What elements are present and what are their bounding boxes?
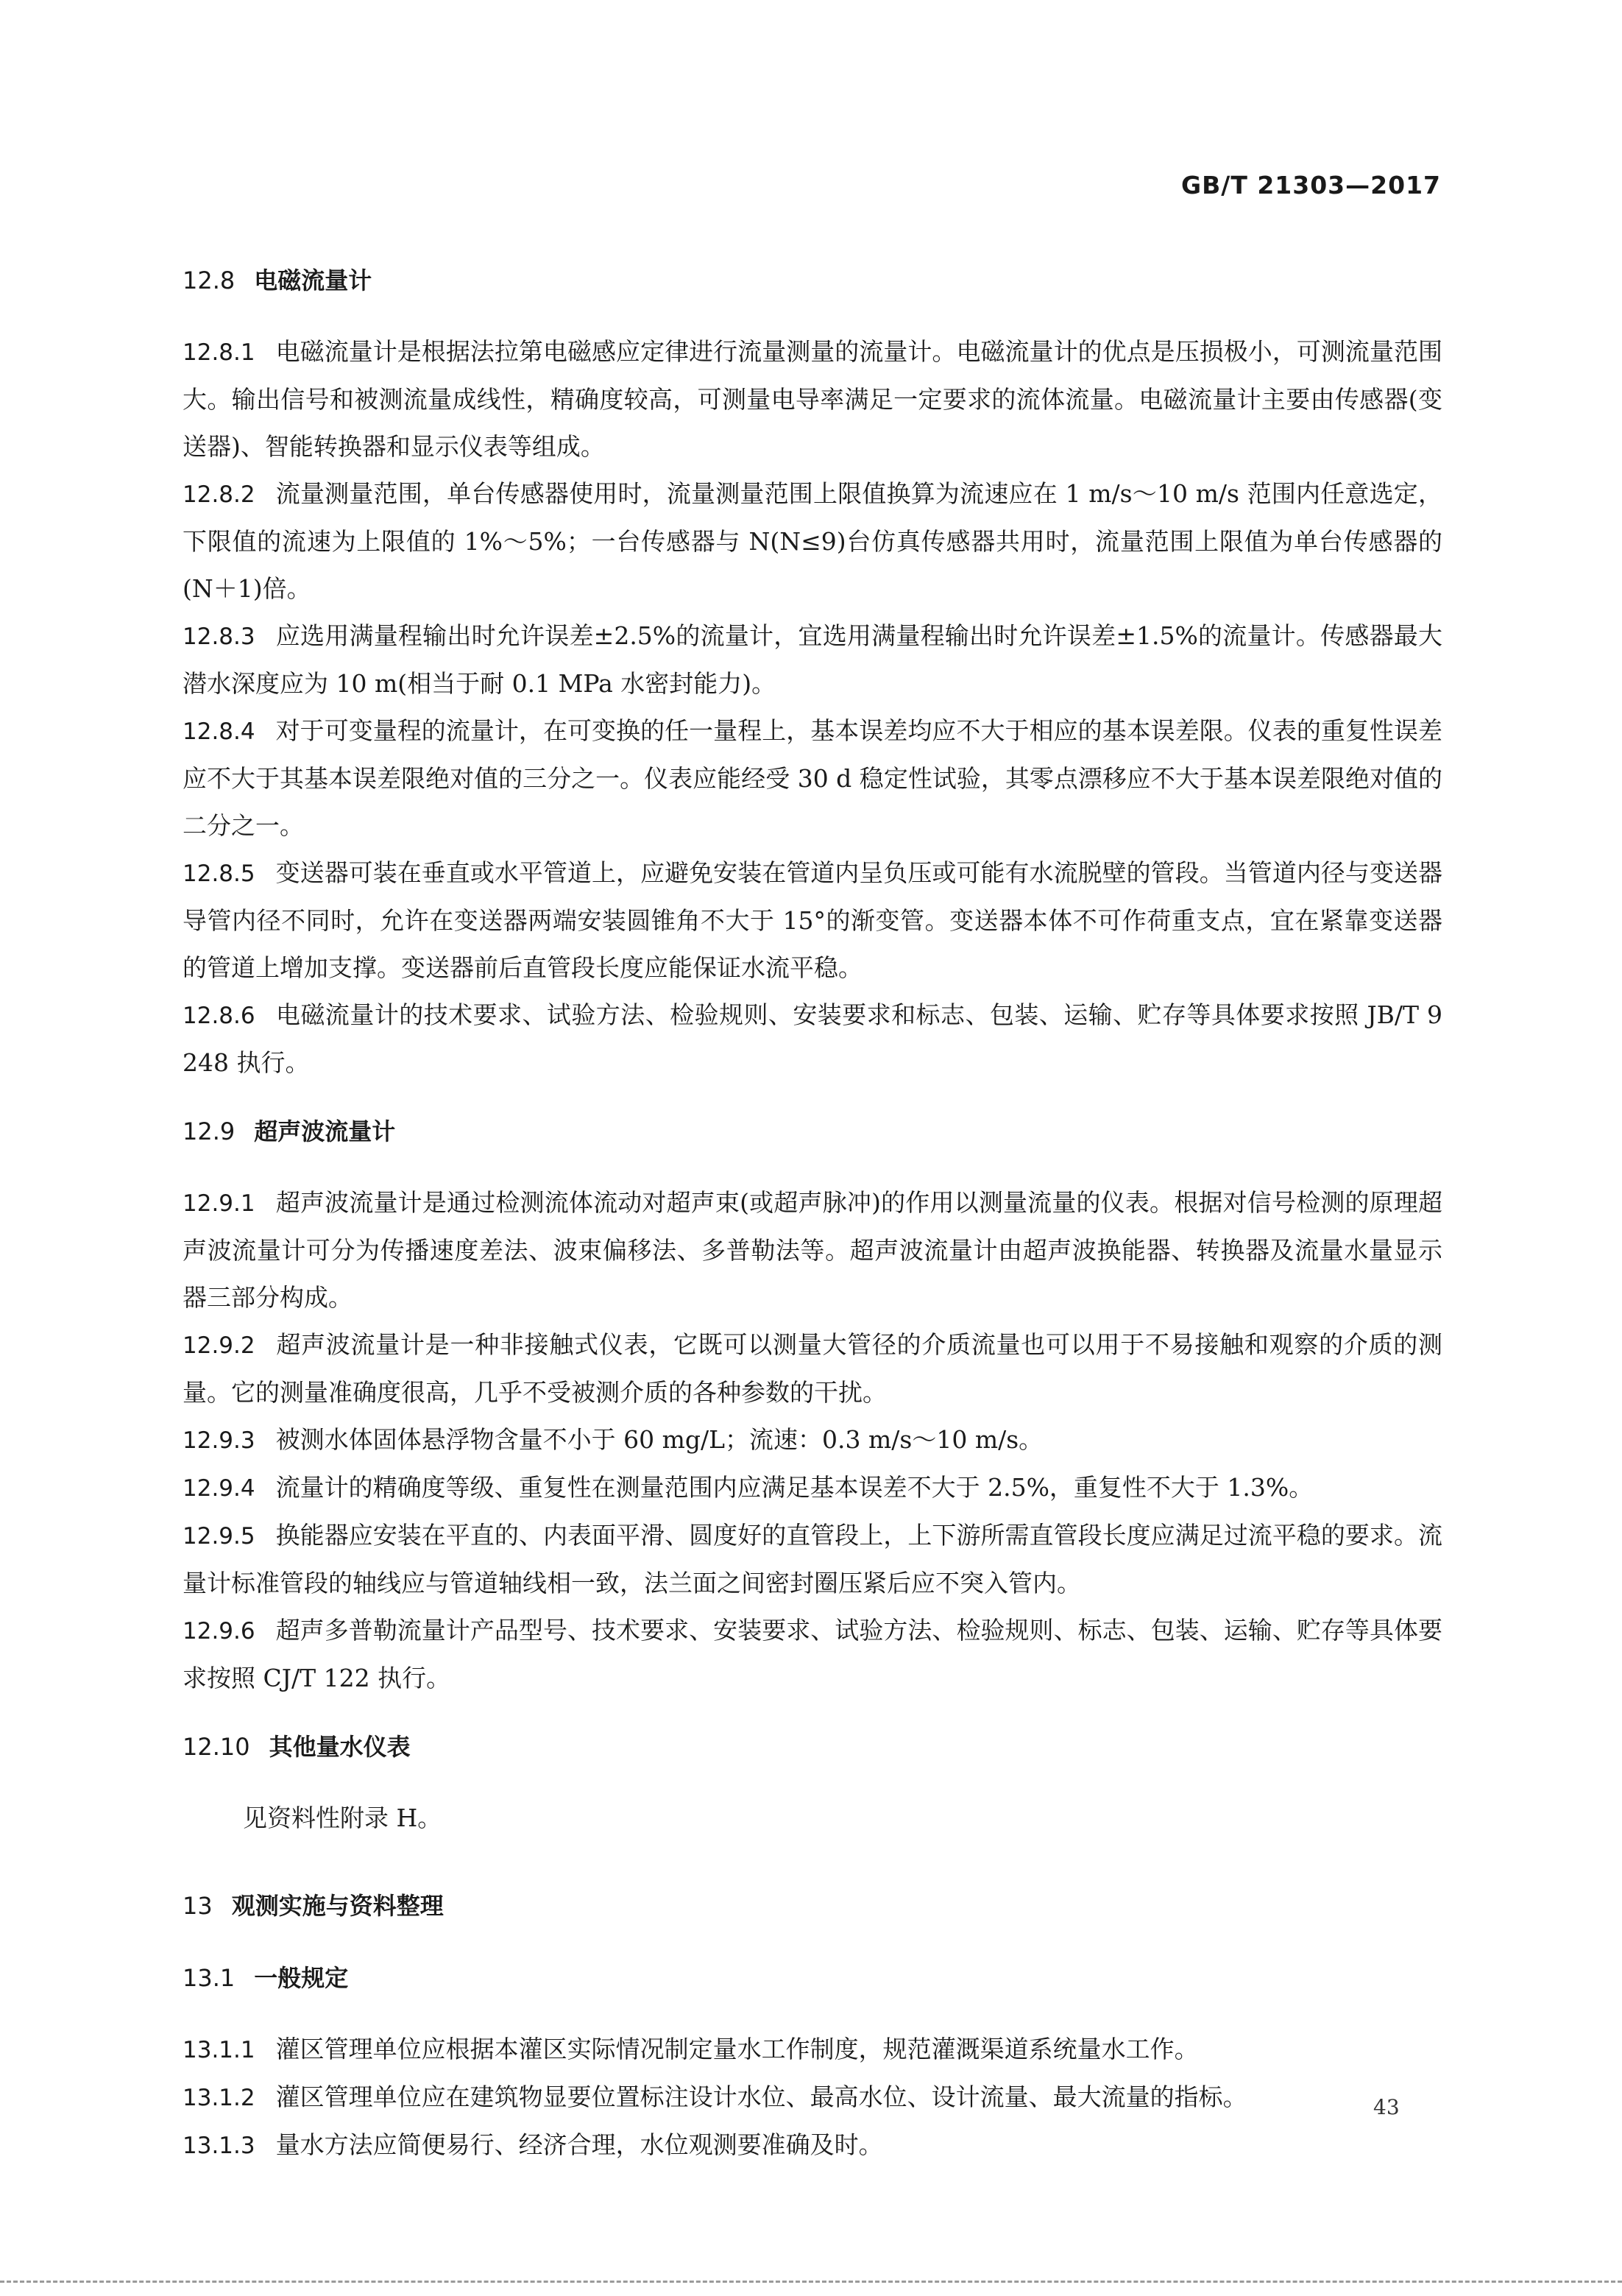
clause-number: 12.8.6 [183, 1003, 255, 1029]
clause-12-8-2 [183, 470, 1442, 612]
clause-number: 13.1.1 [183, 2037, 255, 2063]
clause-text: 超声波流量计是通过检测流体流动对超声束(或超声脉冲)的作用以测量流量的仪表。根据对信号检测的原理超声波流量计可分为传播速度差法、波束偏移法、多普勒法等。超声波流量计由超声波换能器、转换器及流量水量显示器三部分构成。 [183, 1188, 1442, 1312]
clause-12-8-5 [183, 849, 1442, 992]
clause-text: 对于可变量程的流量计，在可变换的任一量程上，基本误差均应不大于相应的基本误差限。仪表的重复性误差应不大于其基本误差限绝对值的三分之一。仪表应能经受 30 d 稳定性试验，其零点漂移应不大于基本误差限绝对值的二分之一。 [183, 716, 1442, 840]
clause-12-8-1 [183, 328, 1442, 470]
clause-12-8-4 [183, 707, 1442, 849]
section-title: 其他量水仪表 [269, 1733, 411, 1761]
clause-13-1-2 [183, 2074, 1442, 2122]
section-number: 12.8 [183, 266, 235, 294]
clause-text: 超声多普勒流量计产品型号、技术要求、安装要求、试验方法、检验规则、标志、包装、运输、贮存等具体要求按照 CJ/T 122 执行。 [183, 1616, 1442, 1692]
clause-text: 应选用满量程输出时允许误差±2.5%的流量计，宜选用满量程输出时允许误差±1.5%的流量计。传感器最大潜水深度应为 10 m(相当于耐 0.1 MPa 水密封能力)。 [183, 621, 1442, 698]
section-number: 12.10 [183, 1733, 250, 1761]
clause-12-9-4 [183, 1464, 1442, 1512]
clause-number: 12.8.1 [183, 339, 255, 366]
page-number: 43 [1373, 2095, 1400, 2119]
section-heading-13-1 [183, 1963, 1442, 1993]
section-title: 超声波流量计 [254, 1117, 396, 1145]
clause-text: 电磁流量计的技术要求、试验方法、检验规则、安装要求和标志、包装、运输、贮存等具体要求按照 JB/T 9248 执行。 [183, 1000, 1442, 1077]
clause-text: 超声波流量计是一种非接触式仪表，它既可以测量大管径的介质流量也可以用于不易接触和观察的介质的测量。它的测量准确度很高，几乎不受被测介质的各种参数的干扰。 [183, 1330, 1442, 1407]
chapter-number: 13 [183, 1892, 213, 1920]
clause-text: 电磁流量计是根据法拉第电磁感应定律进行流量测量的流量计。电磁流量计的优点是压损极小，可测流量范围大。输出信号和被测流量成线性，精确度较高，可测量电导率满足一定要求的流体流量。电磁流量计主要由传感器(变送器)、智能转换器和显示仪表等组成。 [183, 337, 1442, 461]
clause-number: 12.9.1 [183, 1190, 255, 1217]
document-body [183, 265, 1442, 2169]
clause-text: 变送器可装在垂直或水平管道上，应避免安装在管道内呈负压或可能有水流脱壁的管段。当管道内径与变送器导管内径不同时，允许在变送器两端安装圆锥角不大于 15°的渐变管。变送器本体不可作荷重支点，宜在紧靠变送器的管道上增加支撑。变送器前后直管段长度应能保证水流平稳。 [183, 858, 1442, 982]
clause-number: 12.9.6 [183, 1618, 255, 1645]
clause-number: 12.8.4 [183, 718, 255, 745]
clause-text: 灌区管理单位应根据本灌区实际情况制定量水工作制度，规范灌溉渠道系统量水工作。 [275, 2035, 1199, 2063]
section-number: 13.1 [183, 1964, 235, 1992]
section-title: 电磁流量计 [254, 266, 372, 294]
clause-number: 12.9.2 [183, 1332, 255, 1359]
clause-number: 12.8.2 [183, 481, 255, 508]
clause-number: 12.9.3 [183, 1427, 255, 1454]
standard-code: GB/T 21303—2017 [1181, 171, 1441, 199]
section-heading-12-9 [183, 1116, 1442, 1147]
clause-number: 13.1.2 [183, 2085, 255, 2111]
clause-text: 被测水体固体悬浮物含量不小于 60 mg/L；流速：0.3 m/s～10 m/s。 [275, 1425, 1044, 1454]
clause-12-9-3 [183, 1416, 1442, 1464]
clause-12-9-1 [183, 1179, 1442, 1321]
chapter-heading-13 [183, 1890, 1442, 1921]
clause-number: 12.8.5 [183, 861, 255, 887]
clause-number: 12.9.4 [183, 1475, 255, 1502]
section-number: 12.9 [183, 1117, 235, 1145]
section-title: 一般规定 [254, 1964, 349, 1992]
clause-12-8-3 [183, 612, 1442, 707]
clause-12-9-6 [183, 1607, 1442, 1702]
clause-12-8-6 [183, 992, 1442, 1087]
clause-text: 灌区管理单位应在建筑物显要位置标注设计水位、最高水位、设计流量、最大流量的指标。 [275, 2083, 1247, 2111]
clause-number: 13.1.3 [183, 2133, 255, 2159]
clause-13-1-3 [183, 2122, 1442, 2169]
clause-text: 换能器应安装在平直的、内表面平滑、圆度好的直管段上，上下游所需直管段长度应满足过流平稳的要求。流量计标准管段的轴线应与管道轴线相一致，法兰面之间密封圈压紧后应不突入管内。 [183, 1521, 1442, 1597]
clause-number: 12.8.3 [183, 624, 255, 650]
clause-12-9-2 [183, 1321, 1442, 1416]
section-heading-12-8 [183, 265, 1442, 296]
clause-number: 12.9.5 [183, 1523, 255, 1550]
clause-12-9-5 [183, 1512, 1442, 1607]
page-bottom-divider [0, 2281, 1622, 2283]
clause-13-1-1 [183, 2026, 1442, 2074]
section-heading-12-10 [183, 1731, 1442, 1762]
clause-text: 量水方法应简便易行、经济合理，水位观测要准确及时。 [275, 2130, 883, 2159]
clause-text: 流量计的精确度等级、重复性在测量范围内应满足基本误差不大于 2.5%，重复性不大于 1.3%。 [275, 1473, 1314, 1502]
clause-text: 流量测量范围，单台传感器使用时，流量测量范围上限值换算为流速应在 1 m/s～10 m/s 范围内任意选定，下限值的流速为上限值的 1%～5%；一台传感器与 N(N≤9)台仿真传感器共用时，流量范围上限值为单台传感器的(N＋1)倍。 [183, 479, 1442, 603]
chapter-title: 观测实施与资料整理 [231, 1892, 444, 1920]
annex-reference: 见资料性附录 H。 [243, 1804, 442, 1832]
